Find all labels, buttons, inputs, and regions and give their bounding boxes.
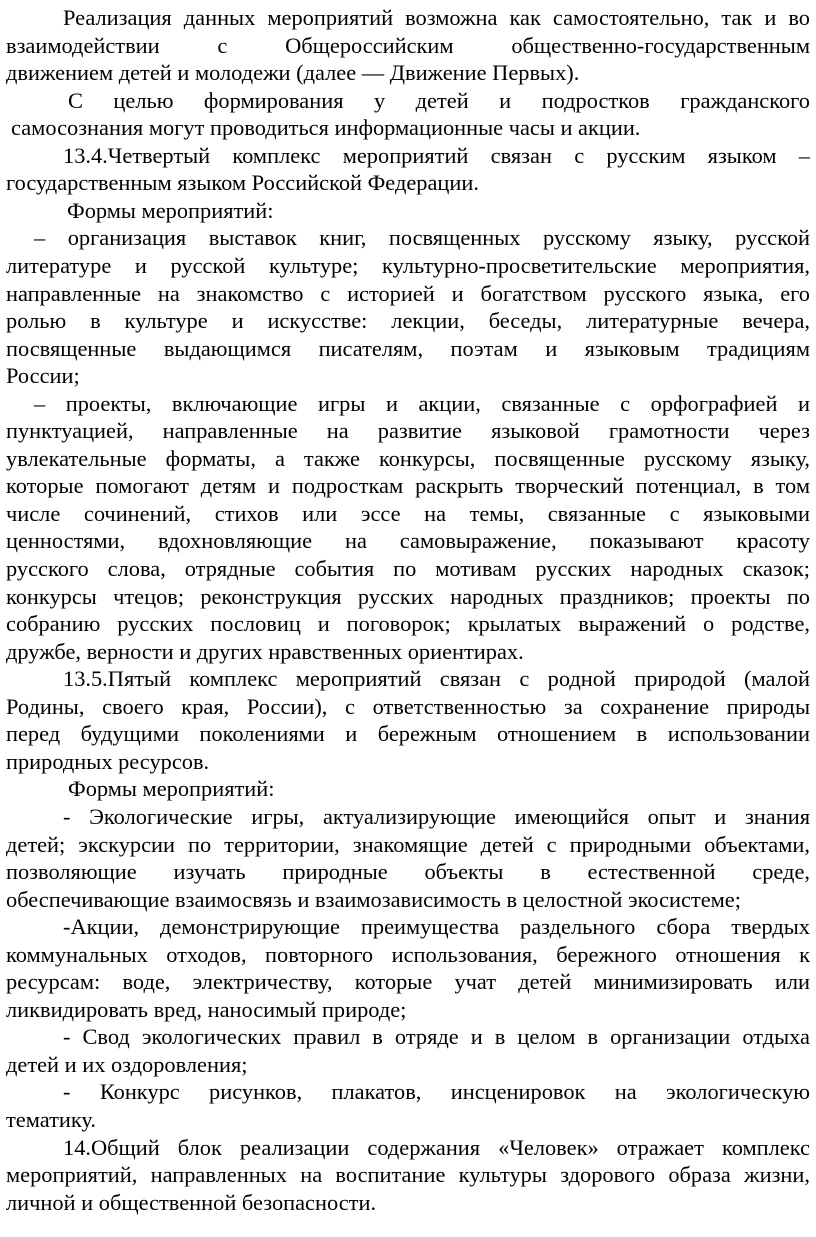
text-line: которые помогают детям и подросткам раскрыть творческий потенциал, в том	[6, 473, 810, 499]
text-line: С целью формирования у детей и подростков гражданского	[68, 87, 810, 113]
text-line: собранию русских пословиц и поговорок; крылатых выражений о родстве,	[6, 611, 810, 637]
text-line: - Свод экологических правил в отряде и в целом в организации отдыха	[63, 1024, 810, 1050]
text-line: детей; экскурсии по территории, знакомящие детей с природными объектами,	[6, 831, 810, 857]
text-line: литературе и русской культуре; культурно-просветительские мероприятия,	[6, 252, 810, 278]
text-line: пунктуацией, направленные на развитие языковой грамотности через	[6, 418, 810, 444]
text-line: ликвидировать вред, наносимый природе;	[6, 996, 407, 1022]
text-line: Реализация данных мероприятий возможна как самостоятельно, так и во	[63, 5, 810, 30]
text-line: числе сочинений, стихов или эссе на темы, связанные с языковыми	[6, 500, 810, 526]
text-line: посвященные выдающимся писателям, поэтам и языковым традициям	[6, 335, 810, 361]
text-line: увлекательные форматы, а также конкурсы, посвященные русскому языку,	[6, 445, 810, 471]
text-line: государственным языком Российской Федерации.	[6, 170, 479, 196]
text-line: мероприятий, направленных на воспитание культуры здорового образа жизни,	[6, 1162, 810, 1188]
text-line: коммунальных отходов, повторного использования, бережного отношения к	[6, 941, 810, 967]
text-line: обеспечивающие взаимосвязь и взаимозависимость в целостной экосистеме;	[6, 886, 741, 912]
text-line: позволяющие изучать природные объекты в естественной среде,	[6, 859, 810, 885]
text-line: 14.Общий блок реализации содержания «Человек» отражает комплекс	[63, 1134, 810, 1160]
text-line: – проекты, включающие игры и акции, связанные с орфографией и	[34, 390, 810, 416]
text-line: - Экологические игры, актуализирующие имеющийся опыт и знания	[63, 803, 810, 829]
text-line: - Конкурс рисунков, плакатов, инсценировок на экологическую	[63, 1079, 810, 1105]
text-line: тематику.	[6, 1107, 96, 1132]
text-line: России;	[6, 363, 80, 389]
text-line: русского слова, отрядные события по мотивам русских народных сказок;	[6, 556, 810, 581]
text-line: – организация выставок книг, посвященных русскому языку, русской	[34, 225, 810, 251]
text-line: перед будущими поколениями и бережным отношением в использовании	[6, 721, 810, 747]
text-line: личной и общественной безопасности.	[6, 1189, 377, 1215]
text-line: Родины, своего края, России), с ответственностью за сохранение природы	[6, 693, 810, 719]
text-line: природных ресурсов.	[6, 748, 210, 774]
text-line: детей и их оздоровления;	[6, 1051, 248, 1077]
text-line: ресурсам: воде, электричеству, которые учат детей минимизировать или	[6, 969, 810, 995]
text-line: Формы мероприятий:	[68, 776, 275, 802]
text-line: конкурсы чтецов; реконструкция русских народных праздников; проекты по	[6, 583, 810, 609]
text-line: самосознания могут проводиться информационные часы и акции.	[11, 115, 641, 141]
text-line: ценностями, вдохновляющие на самовыражение, показывают красоту	[6, 528, 810, 554]
text-line: взаимодействии с Общероссийским общественно-государственным	[6, 32, 810, 58]
text-line: движением детей и молодежи (далее — Движение Первых).	[6, 60, 580, 86]
text-line: направленные на знакомство с историей и богатством русского языка, его	[6, 280, 810, 306]
text-line: дружбе, верности и других нравственных ориентирах.	[6, 638, 524, 664]
text-line: ролью в культуре и искусстве: лекции, беседы, литературные вечера,	[6, 308, 810, 334]
text-line: 13.5.Пятый комплекс мероприятий связан с родной природой (малой	[63, 666, 810, 692]
text-line: 13.4.Четвертый комплекс мероприятий связан с русским языком –	[63, 142, 810, 168]
text-line: -Акции, демонстрирующие преимущества раздельного сбора твердых	[63, 914, 810, 940]
text-line: Формы мероприятий:	[67, 197, 274, 223]
